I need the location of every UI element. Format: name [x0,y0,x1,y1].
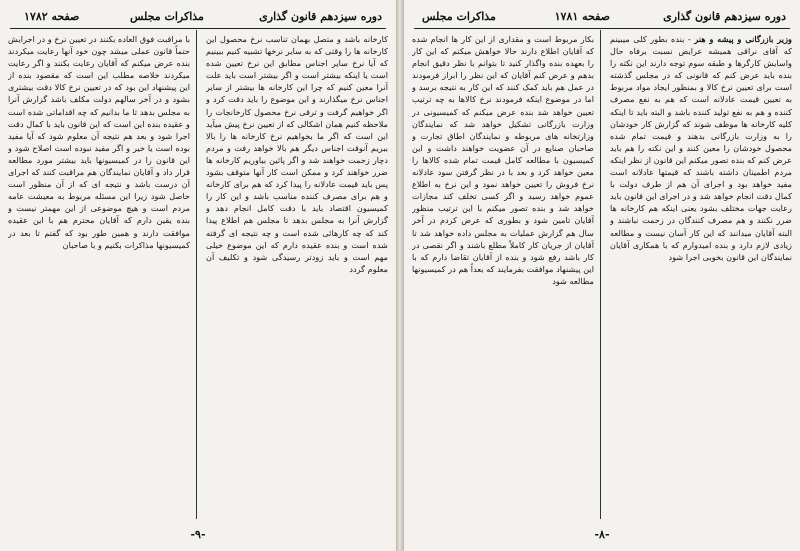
header-title-secondary: مذاکرات مجلس [130,10,204,23]
page-number-label: صفحه ۱۷۸۲ [24,10,80,23]
paragraph: بکار مربوط است و مقداری از این کار ها انجام شده که آقایان اطلاع دارند حالا خواهش میکنم که این کار را بعهده بنده واگذار کنید تا بتوانم با نظر دقیق انجام بدهم و عرض کنم آقایان که این نظر را ابراز فرمودند در عمل هم باید کمک کنند که این کار به نتیجه برسد و اما در موضوع اینکه فرمودند نرخ کالاها به چه ترتیب تعیین خواهد شد بنده عرض میکنم که کمیسیونی در وزارت بازرگانی تشکیل خواهد شد که نمایندگان وزارتخانه های مربوطه و نمایندگان اطاق تجارت و صاحبان صنایع در آن عضویت خواهند داشت و این کمیسیون با مطالعه کامل قیمت تمام شده کالاها را معین خواهد کرد و بعد با در نظر گرفتن سود عادلانه نرخ فروش را تعیین خواهد نمود و این نرخ به اطلاع عموم خواهد رسید و اگر کسی تخلف کند مجازات خواهد شد و بنده تصور میکنم با این ترتیب منظور آقایان تامین شود و بطوری که عرض کردم در آخر سال هم گزارش عملیات به مجلس داده خواهد شد تا آقایان از جریان کار کاملاً مطلع باشند و اگر نقصی در کار باشد رفع شود و بنده از آقایان تقاضا دارم که با این پیشنهاد موافقت بفرمایند که بعداً هم در کمیسیونها مطالعه شود [412,34,594,286]
column-divider [600,30,601,519]
page-1781 [404,0,800,551]
page-1782 [0,0,396,551]
page-header [414,10,790,26]
text-column-right [610,33,792,519]
header-rule [414,28,790,29]
speaker-name: وزیر بازرگانی و پیشه و هنر [694,34,792,44]
header-rule [10,28,386,29]
page-header [10,10,386,26]
paragraph: با مراقبت فوق العاده بکنند در تعیین نرخ و در اجرایش حتماً قانون عملی میشد چون خود آنها رعایت میکردند بنده عرض میکنم که آقایان رعایت بکنند و اگر رعایت میکردند خلاصه مطلب این است که مقصود بنده از این پیشنهاد این بود که در تعیین نرخ کالا دقت بیشتری بشود و در آخر سالهم دولت مکلف باشد گزارش آنرا به مجلس بدهد تا ما بدانیم که چه اقداماتی شده است و عقیده بنده این است که این قانون باید با کمال دقت اجرا شود و بعد هم نتیجه آن معلوم شود که آیا مفید بوده است یا خیر و اگر مفید نبوده است اصلاح شود و این قانون را در کمیسیونها باید بیشتر مورد مطالعه قرار داد و آقایان نمایندگان هم مراقبت کنند که اجرای آن درست باشد و نتیجه ای که از آن منظور است حاصل شود زیرا این مسئله مربوط به معیشت عامه مردم است و هیچ موضوعی از این مهمتر نیست و بنده یقین دارم که آقایان محترم هم با این عقیده موافقت دارند و همین طور بود که گفتم تا بعد در کمیسیونها مذاکرات بکنیم و با صاحبان [8,34,190,250]
speech-text: - بنده بطور کلی میبینم که آقای نراقی همیشه عرایض نسبت برفاه حال واسایش کارگرها و طبقه سوم توجه دارند این نکته را بنده باید عرض کنم که قانونی که در مجلس گذشته است برای تعیین نرخ کالا و بمنظور ایجاد مواد مربوط به تعیین قیمت عادلانه است که هم به نفع مصرف کننده و هم به نفع تولید کننده باشد و البته باید تا اینکه کلیه کارخانه ها موظف شوند که گزارش کار خودشان را به وزارت بازرگانی بدهند و قیمت تمام شده محصول خودشان را معین کنند و این نکته را هم باید عرض کنم که بنده تصور میکنم این قانون از نظر اینکه مردم اطمینان داشته باشند که قیمتها عادلانه است مفید خواهد بود و اجرای آن هم از طرف دولت با کمال دقت انجام خواهد شد و در اجرای این قانون باید رعایت جهات مختلف بشود یعنی اینکه هم کارخانه ها ضرر نکنند و هم مصرف کنندگان در زحمت نباشند و البته آقایان میدانند که این کار آسان نیست و مطالعه زیادی لازم دارد و بنده امیدوارم که با همکاری آقایان نمایندگان این قانون بخوبی اجرا شود [610,34,792,262]
page-footer-number: -۸- [594,528,610,541]
paragraph: کارخانه باشد و متصل بهمان تناسب نرخ محصول این کارخانه ها را وقتی که به سایر نرخها تشبیه کنیم ببینیم که آیا نرخ سایر اجناس مطابق این نرخ تعیین شده است یا اینکه بیشتر است و اگر بیشتر است باید علت آنرا معین کنیم که چرا این کارخانه ها بیشتر از سایر اجناس نرخ میگذارند و این موضوع را باید دقت کرد و اگر خواهیم گرفت و ترقی نرخ محصول کارخانجات را ملاحظه کنیم همان اشکالی که از تعیین نرخ پیش میآید این است که اگر ما بخواهیم نرخ کارخانه ها را بالا ببریم آنوقت اجناس دیگر هم بالا خواهد رفت و مردم دچار زحمت خواهند شد و اگر پائین بیاوریم کارخانه ها ضرر خواهند کرد و ممکن است کار آنها متوقف بشود پس باید قیمت عادلانه را پیدا کرد که هم برای کارخانه و هم برای مصرف کننده مناسب باشد و این کار را کمیسیون اقتصاد باید با دقت کامل انجام دهد و گزارش آنرا به مجلس بدهد تا مجلس هم اطلاع پیدا کند که چه کارهائی شده است و چه نتیجه ای گرفته شده است و بنده عقیده دارم که این موضوع خیلی مهم است و باید زودتر رسیدگی شود و تکلیف آن معلوم گردد [206,34,388,274]
page-number-label: صفحه ۱۷۸۱ [554,10,610,23]
book-gutter [396,0,404,551]
header-title: دوره سیزدهم قانون گذاری [663,10,786,23]
text-column-left [412,33,594,519]
text-column-left [8,33,190,519]
paragraph [610,33,792,263]
text-column-right [206,33,388,519]
column-divider [196,30,197,519]
header-title-secondary: مذاکرات مجلس [422,10,496,23]
page-footer-number: -۹- [190,528,206,541]
header-title: دوره سیزدهم قانون گذاری [259,10,382,23]
